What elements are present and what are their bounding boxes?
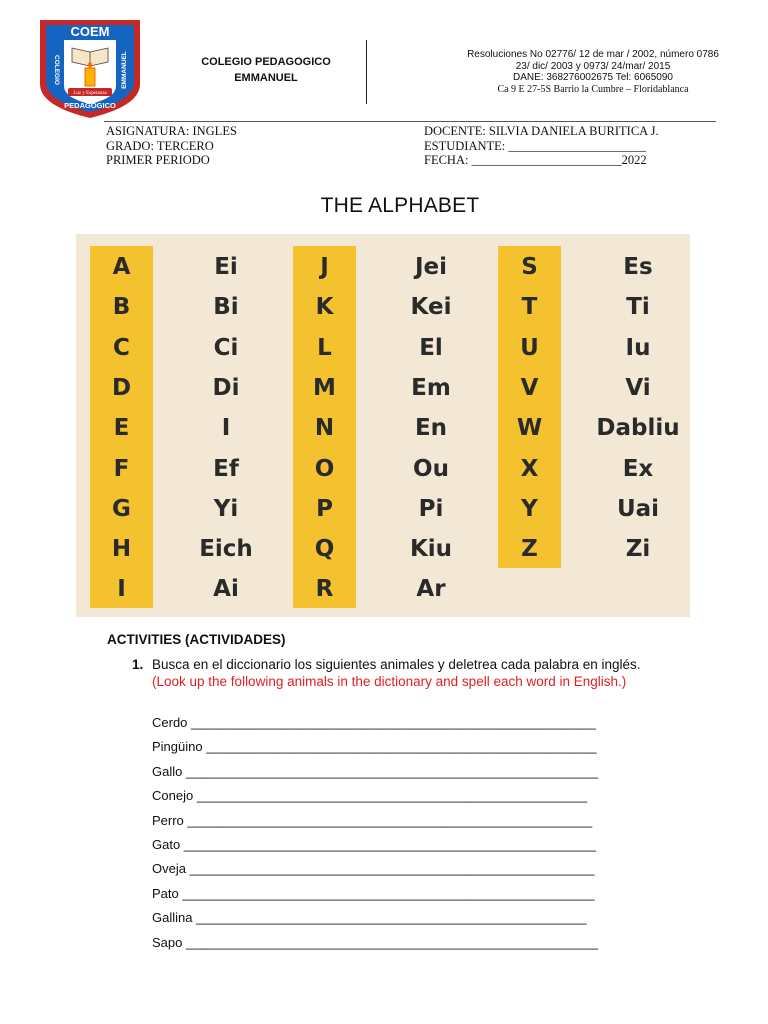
letter-pronunciation: Vi (625, 374, 651, 401)
letter-pronunciation: El (419, 334, 443, 361)
subject-label: ASIGNATURA: INGLES (106, 124, 237, 138)
logo-right-text: EMMANUEL (121, 51, 128, 89)
animal-line-oveja[interactable]: Oveja ________________________________________________________ (152, 861, 595, 876)
alphabet-letter: Q (314, 536, 335, 563)
letter-pronunciation: Es (623, 254, 653, 280)
letter-pronunciation: Ex (622, 455, 654, 482)
alphabet-letter: R (315, 576, 334, 603)
letter-pronunciation: Kei (410, 294, 452, 321)
alphabet-letter: H (111, 536, 132, 563)
alphabet-letter: F (113, 455, 130, 482)
activity-number: 1. (132, 657, 144, 672)
animal-line-gallina[interactable]: Gallina ______________________________________________________ (152, 910, 587, 925)
alphabet-letter: S (521, 254, 538, 280)
logo-bottom-text: PEDAGÓGICO (64, 101, 116, 110)
letter-pronunciation: Ou (413, 455, 449, 482)
alphabet-letter: B (112, 294, 131, 321)
alphabet-letter: V (520, 374, 539, 401)
alphabet-table (76, 234, 690, 617)
animal-line-conejo[interactable]: Conejo ______________________________________________________ (152, 788, 588, 803)
letter-pronunciation: Ei (214, 254, 238, 280)
letter-pronunciation: Bi (213, 294, 239, 321)
alphabet-letter: D (111, 374, 132, 401)
animal-line-pato[interactable]: Pato _________________________________________________________ (152, 886, 595, 901)
animal-line-cerdo[interactable]: Cerdo ________________________________________________________ (152, 715, 596, 730)
alphabet-letter: Z (521, 536, 538, 563)
school-name (186, 54, 346, 86)
alphabet-letter: A (112, 254, 131, 280)
letter-pronunciation: Ai (213, 576, 239, 603)
animal-line-pinguino[interactable]: Pingüino ______________________________________________________ (152, 739, 597, 754)
letter-pronunciation: Uai (616, 495, 660, 522)
alphabet-letter: L (317, 334, 332, 361)
letter-pronunciation: Zi (625, 536, 651, 563)
animal-line-gallo[interactable]: Gallo _________________________________________________________ (152, 764, 599, 779)
alphabet-letter: W (516, 415, 543, 442)
letter-pronunciation: Dabliu (596, 415, 680, 442)
logo-left-text: COLEGIO (53, 55, 60, 85)
date-field: FECHA: ________________________2022 (424, 153, 647, 167)
school-name-line1: COLEGIO PEDAGOGICO (201, 56, 331, 68)
animal-line-sapo[interactable]: Sapo _________________________________________________________ (152, 935, 599, 950)
alphabet-letter: T (521, 294, 538, 321)
school-logo (34, 14, 146, 122)
school-name-line2: EMMANUEL (234, 72, 298, 84)
resolution-line-1: Resoluciones No 02776/ 12 de mar / 2002, número 0786 (467, 49, 719, 60)
letter-pronunciation: Ci (213, 334, 239, 361)
alphabet-letter: X (520, 455, 539, 482)
alphabet-letter: Y (521, 495, 538, 522)
letter-pronunciation: Ar (416, 576, 446, 603)
letter-pronunciation: Em (411, 374, 451, 401)
page-title: THE ALPHABET (320, 194, 480, 217)
alphabet-letter: P (316, 495, 333, 522)
alphabet-letter: G (112, 495, 131, 522)
logo-top-text: COEM (70, 24, 110, 39)
letter-pronunciation: Ti (626, 294, 650, 321)
letter-pronunciation: Ef (213, 455, 239, 482)
resolution-line-3: DANE: 368276002675 Tel: 6065090 (513, 72, 673, 83)
letter-pronunciation: Pi (418, 495, 444, 522)
period-label: PRIMER PERIODO (106, 153, 210, 167)
header-divider (366, 40, 367, 104)
school-address: Ca 9 E 27-5S Barrio la Cumbre – Floridablanca (497, 83, 689, 95)
activities-heading: ACTIVITIES (ACTIVIDADES) (107, 632, 286, 647)
grade-label: GRADO: TERCERO (106, 138, 214, 153)
letter-pronunciation: Eich (199, 536, 253, 563)
alphabet-letter: C (113, 334, 130, 361)
alphabet-letter: K (315, 294, 334, 321)
alphabet-letter: M (313, 374, 336, 401)
letter-pronunciation: Yi (213, 495, 239, 522)
letter-pronunciation: Jei (414, 254, 448, 280)
student-field: ESTUDIANTE: ______________________ (424, 138, 646, 153)
animal-line-gato[interactable]: Gato _________________________________________________________ (152, 837, 596, 852)
letter-pronunciation: I (221, 415, 231, 442)
instruction-spanish: Busca en el diccionario los siguientes animales y deletrea cada palabra en inglés. (152, 657, 641, 672)
teacher-label: DOCENTE: SILVIA DANIELA BURITICA J. (424, 124, 659, 138)
letter-pronunciation: En (414, 415, 448, 442)
alphabet-letter: U (520, 334, 539, 361)
header-rule (104, 121, 716, 122)
letter-pronunciation: Iu (625, 334, 651, 361)
activity-instruction (152, 657, 672, 690)
letter-pronunciation: Kiu (409, 536, 453, 563)
alphabet-letter: I (117, 576, 126, 603)
resolutions-block (440, 49, 746, 95)
instruction-english: (Look up the following animals in the dictionary and spell each word in English.) (152, 673, 627, 689)
alphabet-letter: O (314, 455, 335, 482)
logo-motto: Luz y Esperanza (73, 91, 107, 96)
alphabet-letter: E (113, 415, 130, 442)
letter-pronunciation: Di (212, 374, 240, 401)
info-right (424, 124, 659, 168)
alphabet-letter: N (314, 415, 335, 442)
animal-line-perro[interactable]: Perro ________________________________________________________ (152, 813, 593, 828)
info-left (106, 124, 237, 168)
alphabet-letter: J (320, 254, 329, 280)
resolution-line-2: 23/ dic/ 2003 y 0973/ 24/mar/ 2015 (515, 60, 671, 72)
